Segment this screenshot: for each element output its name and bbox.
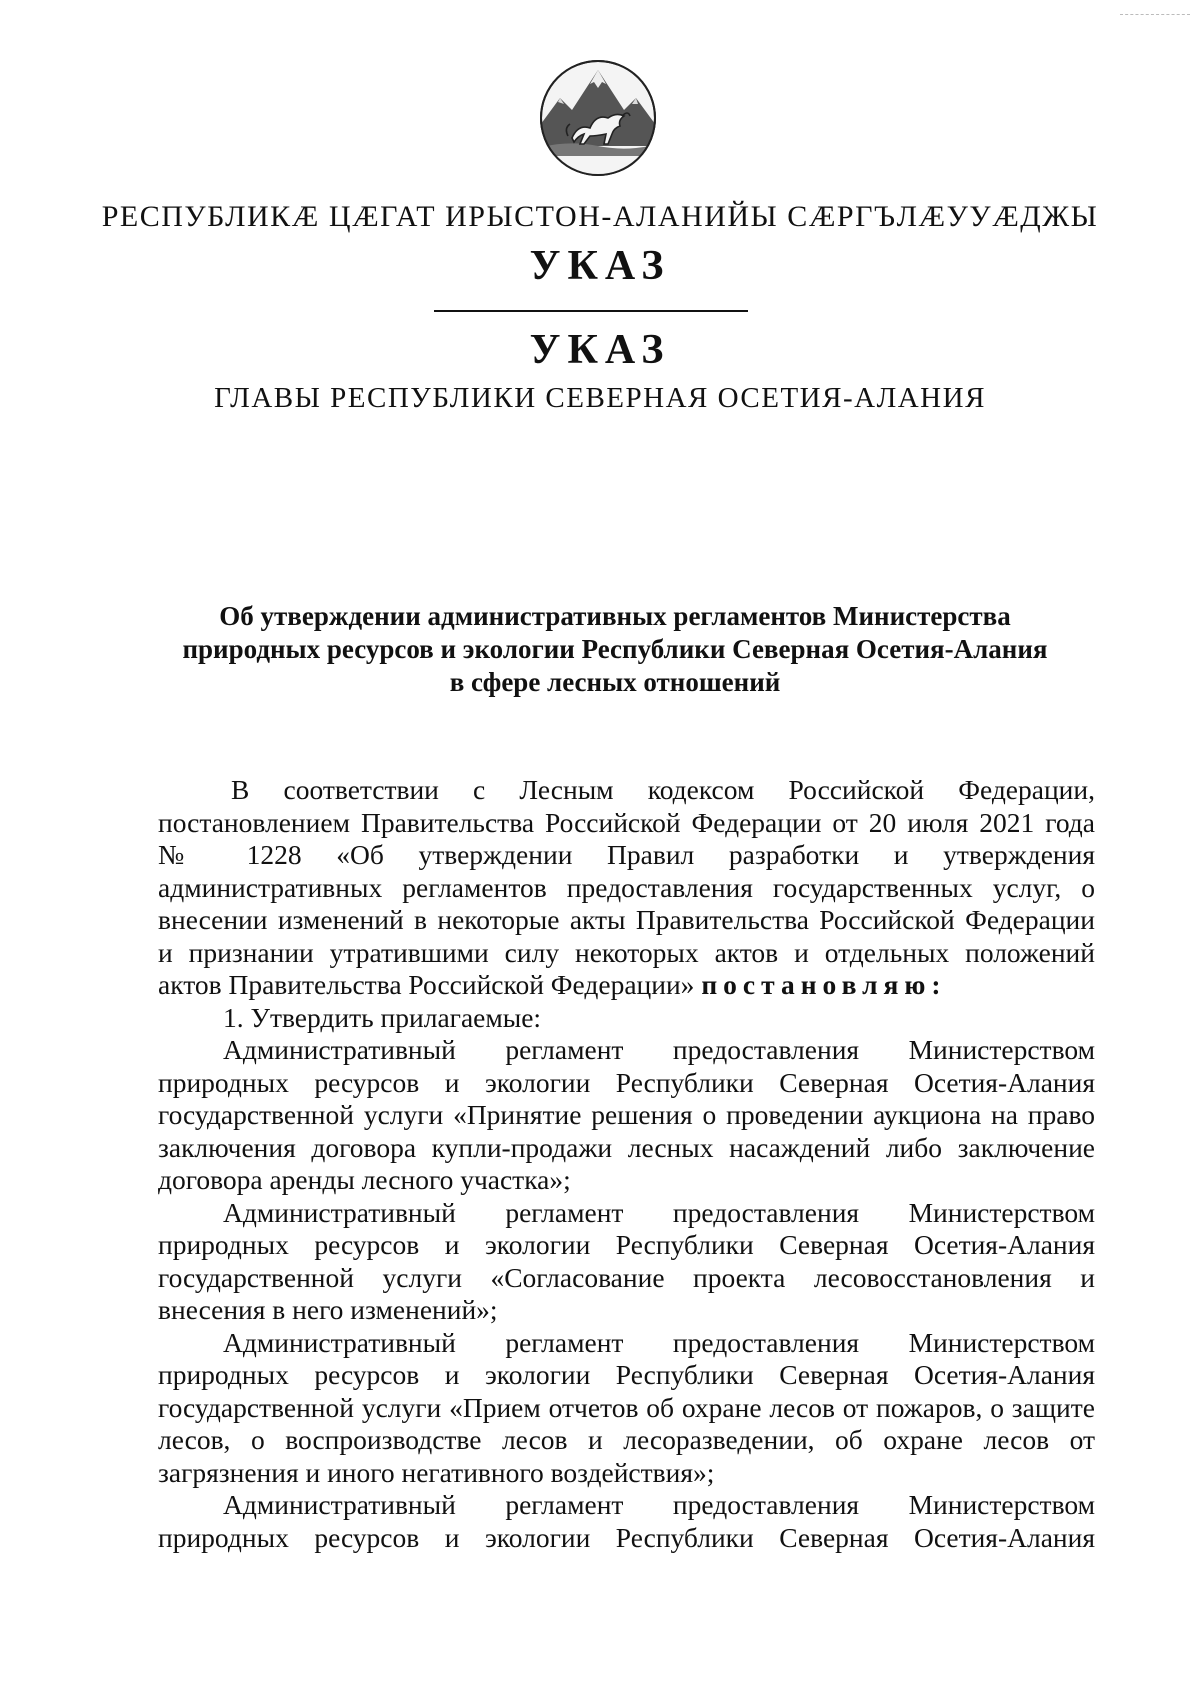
regulation-1-line: заключения договора купли-продажи лесных насаждений либо заключение <box>158 1131 1095 1163</box>
regulation-3-line: лесов, о воспроизводстве лесов и лесоразведении, об охране лесов от <box>158 1424 1095 1455</box>
republic-name-russian: ГЛАВЫ РЕСПУБЛИКИ СЕВЕРНАЯ ОСЕТИЯ-АЛАНИЯ <box>214 382 986 414</box>
regulation-2-line: государственной услуги «Согласование проекта лесовосстановления и <box>158 1261 1095 1293</box>
preamble-line: № 1228 «Об утверждении Правил разработки и утверждения <box>158 839 1095 870</box>
coat-of-arms-emblem <box>538 58 658 178</box>
regulation-3-line: государственной услуги «Прием отчетов об охране лесов от пожаров, о защите <box>158 1391 1095 1423</box>
decree-title-russian: УКАЗ <box>529 327 671 373</box>
scan-mark <box>1120 14 1190 15</box>
subject-line: Об утверждении административных регламентов Министерства <box>219 601 1011 631</box>
item-1: 1. Утвердить прилагаемые: <box>223 1001 542 1033</box>
decree-word: постановляю: <box>701 969 947 1000</box>
regulation-1-line: Административный регламент предоставления Министерством <box>223 1034 1095 1065</box>
preamble-last-line <box>158 969 1095 1002</box>
regulation-3-line: Административный регламент предоставления Министерством <box>223 1326 1095 1358</box>
regulation-3-line: загрязнения и иного негативного воздействия»; <box>158 1456 715 1488</box>
decree-body <box>158 774 1095 1554</box>
decree-title-ossetian: УКАЗ <box>529 243 671 289</box>
regulation-1-line: государственной услуги «Принятие решения о проведении аукциона на право <box>158 1099 1095 1130</box>
subject-line: в сфере лесных отношений <box>449 667 781 697</box>
preamble-line: административных регламентов предоставления государственных услуг, о <box>158 871 1095 903</box>
regulation-4-line: природных ресурсов и экологии Республики Северная Осетия-Алания <box>158 1521 1095 1553</box>
decree-subject <box>150 600 1080 699</box>
regulation-2-line: Административный регламент предоставления Министерством <box>223 1196 1095 1228</box>
preamble-line: постановлением Правительства Российской Федерации от 20 июля 2021 года <box>158 806 1095 838</box>
regulation-2-line: природных ресурсов и экологии Республики Северная Осетия-Алания <box>158 1229 1095 1260</box>
preamble-line-text: актов Правительства Российской Федерации» <box>158 969 695 1000</box>
regulation-1-line: природных ресурсов и экологии Республики Северная Осетия-Алания <box>158 1066 1095 1098</box>
preamble-line: и признании утратившими силу некоторых актов и отдельных положений <box>158 936 1095 968</box>
republic-name-ossetian: РЕСПУБЛИКÆ ЦÆГАТ ИРЫСТОН-АЛАНИЙЫ СÆРГЪЛÆУУÆДЖЫ <box>101 200 1099 233</box>
header-divider <box>434 310 748 312</box>
regulation-2-line: внесения в него изменений»; <box>158 1294 498 1325</box>
preamble-line: внесении изменений в некоторые акты Правительства Российской Федерации <box>158 904 1095 935</box>
regulation-1-line: договора аренды лесного участка»; <box>158 1164 571 1195</box>
preamble-line: В соответствии с Лесным кодексом Российской Федерации, <box>231 774 1095 805</box>
regulation-3-line: природных ресурсов и экологии Республики Северная Осетия-Алания <box>158 1359 1095 1390</box>
subject-line: природных ресурсов и экологии Республики Северная Осетия-Алания <box>182 634 1048 664</box>
regulation-4-line: Административный регламент предоставления Министерством <box>223 1489 1095 1520</box>
